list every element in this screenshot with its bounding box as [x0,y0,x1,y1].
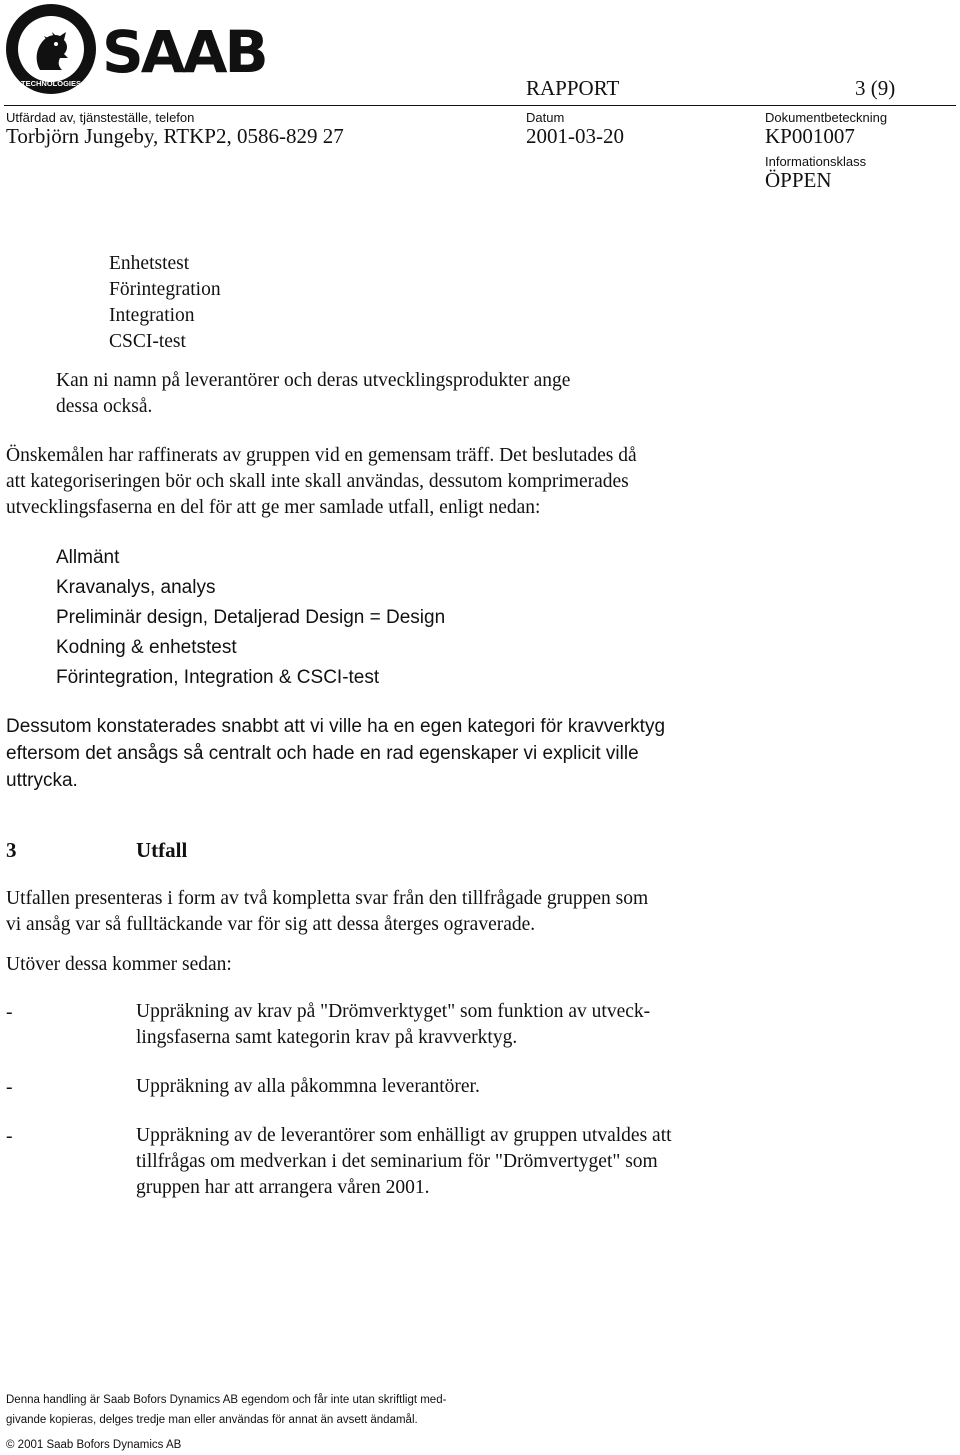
doc-id-label: Dokumentbeteckning [765,110,888,125]
header-rule [4,105,956,106]
emblem-top-text: SAAB [33,18,69,32]
paragraph-line: uttrycka. [6,770,78,791]
doc-id-value: KP001007 [765,124,855,148]
bullet-marker: - [6,1126,13,1147]
section-title: Utfall [136,838,188,862]
doc-type: RAPPORT [526,76,620,100]
bullet-line: gruppen har att arrangera våren 2001. [136,1177,430,1198]
bullet-item [136,1074,480,1100]
saab-logo [4,2,314,96]
list-item: Kodning & enhetstest [56,637,237,658]
bullet-item [136,1123,672,1201]
class-label: Informationsklass [765,154,867,169]
footer-line: givande kopieras, delges tredje man eller användas för annat än avsett ändamål. [6,1414,418,1426]
paragraph-line: dessa också. [56,396,153,417]
paragraph-line: Utfallen presenteras i form av två kompletta svar från den tillfrågade gruppen som [6,888,649,909]
list-item: Förintegration [109,279,221,300]
bullet-line: tillfrågas om medverkan i det seminarium för "Drömvertyget" som [136,1151,658,1172]
list-item: Allmänt [56,547,120,568]
footer-line: Denna handling är Saab Bofors Dynamics AB egendom och får inte utan skriftligt med- [6,1394,447,1406]
paragraph-line: vi ansåg var så fulltäckande var för sig att dessa återges ograverade. [6,914,536,935]
list-item: Kravanalys, analys [56,577,216,598]
paragraph-line: utvecklingsfaserna en del för att ge mer samlade utfall, enligt nedan: [6,497,541,518]
issuer-value: Torbjörn Jungeby, RTKP2, 0586-829 27 [6,124,344,148]
phase-list [109,251,221,355]
list-item: Preliminär design, Detaljerad Design = Design [56,607,446,628]
list-item: CSCI-test [109,331,186,352]
question-paragraph [56,368,570,420]
saab-wordmark: SAAB [102,18,266,86]
paragraph-line: eftersom det ansågs så centralt och hade en rad egenskaper vi explicit ville [6,743,639,764]
list-item: Förintegration, Integration & CSCI-test [56,667,380,688]
paragraph-utover: Utöver dessa kommer sedan: [6,954,232,975]
paragraph-line: Dessutom konstaterades snabbt att vi ville ha en egen kategori för kravverktyg [6,716,666,737]
issuer-label: Utfärdad av, tjänsteställe, telefon [6,110,195,125]
paragraph-line: Kan ni namn på leverantörer och deras utvecklingsprodukter ange [56,370,571,391]
date-value: 2001-03-20 [526,124,624,148]
bullet-line: Uppräkning av alla påkommna leverantörer. [136,1076,480,1097]
footer-notice [6,1390,446,1430]
refined-phase-list [56,543,445,693]
bullet-marker: - [6,1077,13,1098]
class-value: ÖPPEN [765,168,832,192]
footer-copyright: © 2001 Saab Bofors Dynamics AB [6,1439,182,1451]
page-indicator: 3 (9) [855,76,896,100]
bullet-marker: - [6,1002,13,1023]
section-number: 3 [6,838,17,862]
paragraph-line: Önskemålen har raffinerats av gruppen vid en gemensam träff. Det beslutades då [6,445,637,466]
bullet-item [136,999,650,1051]
date-label: Datum [526,110,565,125]
paragraph-refinement [6,443,637,521]
paragraph-line: att kategoriseringen bör och skall inte skall användas, dessutom komprimerades [6,471,629,492]
list-item: Enhetstest [109,253,190,274]
paragraph-utfall [6,886,648,938]
bullet-line: lingsfaserna samt kategorin krav på kravverktyg. [136,1027,518,1048]
saab-emblem-icon [4,2,314,96]
paragraph-kravverktyg [6,713,665,794]
bullet-line: Uppräkning av de leverantörer som enhälligt av gruppen utvaldes att [136,1125,672,1146]
emblem-bottom-text: TECHNOLOGIES [20,79,82,88]
list-item: Integration [109,305,195,326]
bullet-line: Uppräkning av krav på "Drömverktyget" som funktion av utveck- [136,1001,651,1022]
